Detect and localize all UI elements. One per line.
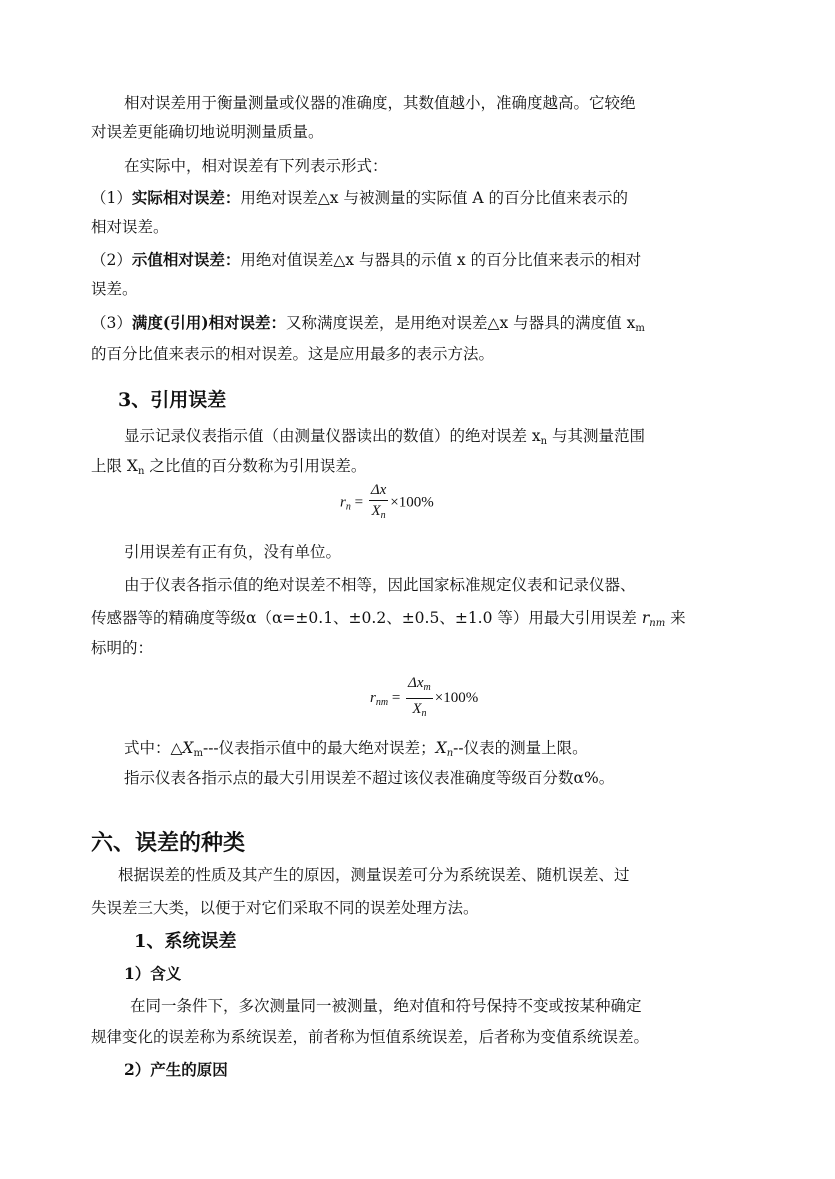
item-number: （2）: [91, 251, 132, 269]
paragraph-relative-error: [124, 88, 771, 118]
paragraph-forms-intro: [124, 151, 771, 181]
heading-reference-error: 3、引用误差: [118, 389, 227, 411]
paragraph-sign: [124, 537, 771, 567]
heading-error-types: 六、误差的种类: [91, 830, 246, 856]
formula-numerator: [406, 673, 433, 699]
text: 标明的：: [91, 639, 154, 657]
formula-equals: =: [388, 689, 405, 706]
formula-tail: ×100%: [390, 494, 434, 511]
item-number: （3）: [91, 314, 132, 332]
formula-lhs-sub: n: [345, 501, 351, 513]
denominator-sub: n: [380, 510, 386, 521]
subscript: n: [540, 436, 548, 447]
formula-max-reference-error: [370, 673, 478, 724]
text: ---仪表指示值中的最大绝对误差；: [202, 739, 436, 757]
item-text: 用绝对误差△x 与被测量的实际值 A 的百分比值来表示的: [240, 189, 629, 207]
subscript: m: [635, 323, 645, 334]
item-term: 示值相对误差：: [131, 250, 241, 269]
item-term: 满度(引用)相对误差：: [131, 313, 287, 332]
heading-definition: 1）含义: [124, 964, 182, 983]
paragraph-accuracy-class: [124, 570, 771, 600]
variable: X: [182, 739, 194, 757]
text: 传感器等的精确度等级α（α=±0.1、±0.2、±0.5、±1.0 等）用最大引用误差: [91, 609, 642, 627]
list-item-3-cont: [91, 339, 771, 369]
item-text: 的百分比值来表示的相对误差。这是应用最多的表示方法。: [91, 345, 495, 363]
subscript: n: [137, 466, 145, 477]
heading-causes: 2）产生的原因: [124, 1060, 228, 1079]
paragraph-definition: [130, 991, 810, 1021]
denominator-text: X: [412, 701, 422, 717]
formula-denominator: [406, 699, 433, 724]
text: 根据误差的性质及其产生的原因，测量误差可分为系统误差、随机误差、过: [118, 866, 630, 884]
variable: r: [641, 609, 650, 627]
item-text: 用绝对值误差△x 与器具的示值 x 的百分比值来表示的相对: [240, 251, 642, 269]
text: 指示仪表各指示点的最大引用误差不超过该仪表准确度等级百分数α%。: [124, 769, 615, 787]
formula-tail: ×100%: [434, 689, 479, 706]
list-item-2-cont: [91, 274, 771, 304]
formula-fraction: [369, 480, 388, 526]
paragraph-max-error: [124, 763, 771, 793]
formula-lhs-sub: nm: [375, 696, 389, 708]
subscript: n: [446, 748, 454, 759]
text: 与其测量范围: [547, 427, 646, 445]
formula-numerator: [369, 480, 388, 501]
item-number: （1）: [91, 189, 132, 207]
text: 显示记录仪表指示值（由测量仪器读出的数值）的绝对误差 x: [124, 427, 541, 445]
formula-denominator: [369, 501, 388, 526]
paragraph-error-classes: [118, 860, 798, 890]
denominator-sub: n: [421, 708, 427, 719]
subscript: m: [193, 748, 203, 759]
paragraph-error-classes-cont: [91, 893, 771, 923]
item-text: 相对误差。: [91, 218, 169, 236]
text: 由于仪表各指示值的绝对误差不相等，因此国家标准规定仪表和记录仪器、: [124, 576, 636, 594]
text: --仪表的测量上限。: [453, 739, 588, 757]
text: 失误差三大类，以便于对它们采取不同的误差处理方法。: [91, 899, 479, 917]
denominator-text: X: [371, 503, 381, 519]
text: 对误差更能确切地说明测量质量。: [91, 123, 324, 141]
heading-systematic-error: 1、系统误差: [134, 931, 237, 952]
paragraph-relative-error-cont: [91, 117, 771, 147]
text: 规律变化的误差称为系统误差，前者称为恒值系统误差，后者称为变值系统误差。: [91, 1028, 650, 1046]
variable: X: [435, 739, 447, 757]
item-term: 实际相对误差：: [131, 188, 241, 207]
numerator-text: Δx: [370, 482, 387, 498]
formula-lhs: r: [340, 494, 346, 511]
text: 式中：△: [124, 739, 183, 757]
item-text: 又称满度误差，是用绝对误差△x 与器具的满度值 x: [286, 314, 636, 332]
text: 来: [665, 609, 686, 627]
paragraph-accuracy-class-cont2: [91, 633, 771, 663]
text: 上限 X: [91, 457, 138, 475]
formula-lhs: r: [370, 689, 376, 706]
text: 在实际中，相对误差有下列表示形式：: [124, 157, 388, 175]
subscript: nm: [649, 618, 666, 629]
formula-equals: =: [350, 494, 367, 511]
formula-fraction: [406, 673, 433, 724]
text: 引用误差有正有负，没有单位。: [124, 543, 342, 561]
text: 之比值的百分数称为引用误差。: [144, 457, 367, 475]
formula-reference-error: [340, 480, 434, 526]
text: 相对误差用于衡量测量或仪器的准确度，其数值越小，准确度越高。它较绝: [124, 94, 636, 112]
paragraph-definition-cont: [91, 1022, 771, 1052]
list-item-1-cont: [91, 212, 771, 242]
list-item-1: [91, 183, 771, 213]
list-item-2: [91, 245, 771, 275]
item-text: 误差。: [91, 280, 138, 298]
numerator-sub: m: [423, 682, 431, 693]
text: 在同一条件下，多次测量同一被测量，绝对值和符号保持不变或按某种确定: [130, 997, 642, 1015]
numerator-text: Δx: [408, 675, 424, 691]
